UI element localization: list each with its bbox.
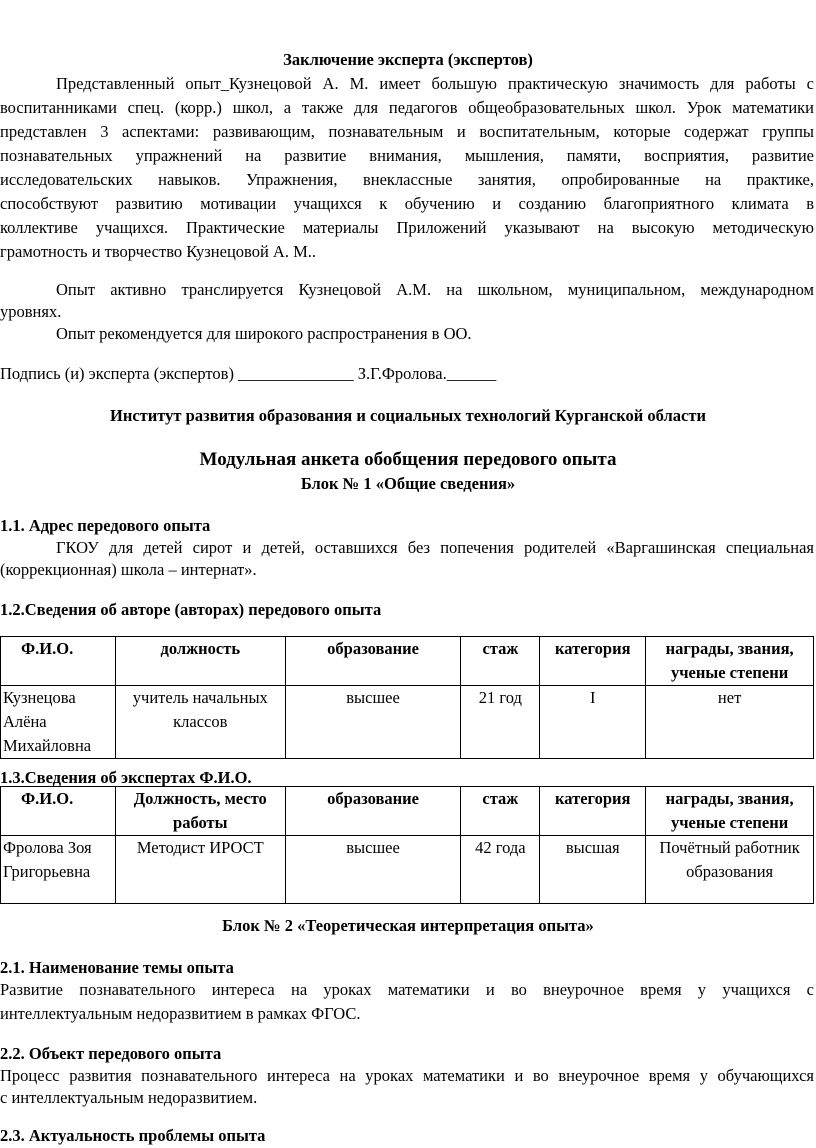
table-cell: Методист ИРОСТ bbox=[115, 836, 285, 904]
author-table bbox=[0, 636, 814, 759]
expert-signature: Подпись (и) эксперта (экспертов) ______________ З.Г.Фролова.______ bbox=[0, 364, 497, 383]
s21-heading: 2.1. Наименование темы опыта bbox=[0, 958, 234, 977]
table-header-cell: Ф.И.О. bbox=[1, 787, 116, 836]
table-cell: 42 года bbox=[461, 836, 540, 904]
s13-heading: 1.3.Сведения об экспертах Ф.И.О. bbox=[0, 768, 252, 787]
table-header-row bbox=[1, 637, 814, 686]
table-cell: нет bbox=[646, 686, 814, 759]
table-header-cell: стаж bbox=[461, 637, 540, 686]
institute-name: Институт развития образования и социальных технологий Курганской области bbox=[110, 406, 706, 425]
table-cell: высшая bbox=[540, 836, 646, 904]
s21-line: интеллектуальным недоразвитием в рамках ФГОС. bbox=[0, 1004, 361, 1023]
s11-line: (коррекционная) школа – интернат». bbox=[0, 560, 257, 579]
table-header-cell: категория bbox=[540, 637, 646, 686]
table-cell: высшее bbox=[285, 686, 461, 759]
table-cell: учитель начальных классов bbox=[115, 686, 285, 759]
experts-table bbox=[0, 786, 814, 904]
table-cell: I bbox=[540, 686, 646, 759]
expert-p1-line: воспитанниками спец. (корр.) школ, а также для педагогов общеобразовательных школ. Урок математики bbox=[0, 98, 814, 117]
expert-p1-line: способствуют развитию мотивации учащихся к обучению и созданию благоприятного климата в bbox=[0, 194, 814, 213]
table-header-cell: Ф.И.О. bbox=[1, 637, 116, 686]
table-header-cell: награды, звания, ученые степени bbox=[646, 787, 814, 836]
expert-p1-line: познавательных упражнений на развитие внимания, мышления, памяти, восприятия, развитие bbox=[0, 146, 814, 165]
table-cell: Почётный работник образования bbox=[646, 836, 814, 904]
expert-title: Заключение эксперта (экспертов) bbox=[283, 50, 533, 69]
s22-heading: 2.2. Объект передового опыта bbox=[0, 1044, 222, 1063]
table-header-cell: Должность, место работы bbox=[115, 787, 285, 836]
table-header-cell: категория bbox=[540, 787, 646, 836]
table-header-cell: должность bbox=[115, 637, 285, 686]
table-cell: высшее bbox=[285, 836, 461, 904]
block1-title: Блок № 1 «Общие сведения» bbox=[300, 474, 516, 493]
table-row bbox=[1, 686, 814, 759]
expert-p1-line: коллективе учащихся. Практические материалы Приложений указывают на высокую методическую bbox=[0, 218, 814, 237]
table-row bbox=[1, 836, 814, 904]
s22-line: Процесс развития познавательного интереса на уроках математики и во внеурочное время у обучающихся bbox=[0, 1066, 814, 1085]
s21-line: Развитие познавательного интереса на уроках математики и во внеурочное время у учащихся с bbox=[0, 980, 814, 999]
expert-p1-line: грамотность и творчество Кузнецовой А. М.. bbox=[0, 242, 316, 261]
expert-p1-line: представлен 3 аспектами: развивающим, познавательным и воспитательным, которые содержат группы bbox=[0, 122, 814, 141]
expert-p1-line: Представленный опыт_Кузнецовой А. М. имеет большую практическую значимость для работы с bbox=[56, 74, 814, 93]
block2-title: Блок № 2 «Теоретическая интерпретация опыта» bbox=[222, 916, 594, 935]
expert-p2-line: уровнях. bbox=[0, 302, 62, 321]
s22-line: с интеллектуальным недоразвитием. bbox=[0, 1088, 258, 1107]
table-header-cell: образование bbox=[285, 787, 461, 836]
table-cell: 21 год bbox=[461, 686, 540, 759]
expert-p2-line: Опыт активно транслируется Кузнецовой А.М. на школьном, муниципальном, международном bbox=[56, 280, 814, 299]
table-header-row bbox=[1, 787, 814, 836]
s11-line: ГКОУ для детей сирот и детей, оставшихся без попечения родителей «Варгашинская специальная bbox=[56, 538, 814, 557]
table-header-cell: стаж bbox=[461, 787, 540, 836]
table-cell: Фролова Зоя Григорьевна bbox=[1, 836, 116, 904]
table-cell: Кузнецова Алёна Михайловна bbox=[1, 686, 116, 759]
s23-heading: 2.3. Актуальность проблемы опыта bbox=[0, 1126, 266, 1145]
expert-p1-line: исследовательских навыков. Упражнения, внеклассные занятия, опробированные на практике, bbox=[0, 170, 814, 189]
table-header-cell: образование bbox=[285, 637, 461, 686]
table-header-cell: награды, звания, ученые степени bbox=[646, 637, 814, 686]
expert-p3: Опыт рекомендуется для широкого распространения в ОО. bbox=[56, 324, 472, 343]
form-title: Модульная анкета обобщения передового опыта bbox=[199, 449, 617, 470]
s12-heading: 1.2.Сведения об авторе (авторах) передового опыта bbox=[0, 600, 382, 619]
s11-heading: 1.1. Адрес передового опыта bbox=[0, 516, 211, 535]
